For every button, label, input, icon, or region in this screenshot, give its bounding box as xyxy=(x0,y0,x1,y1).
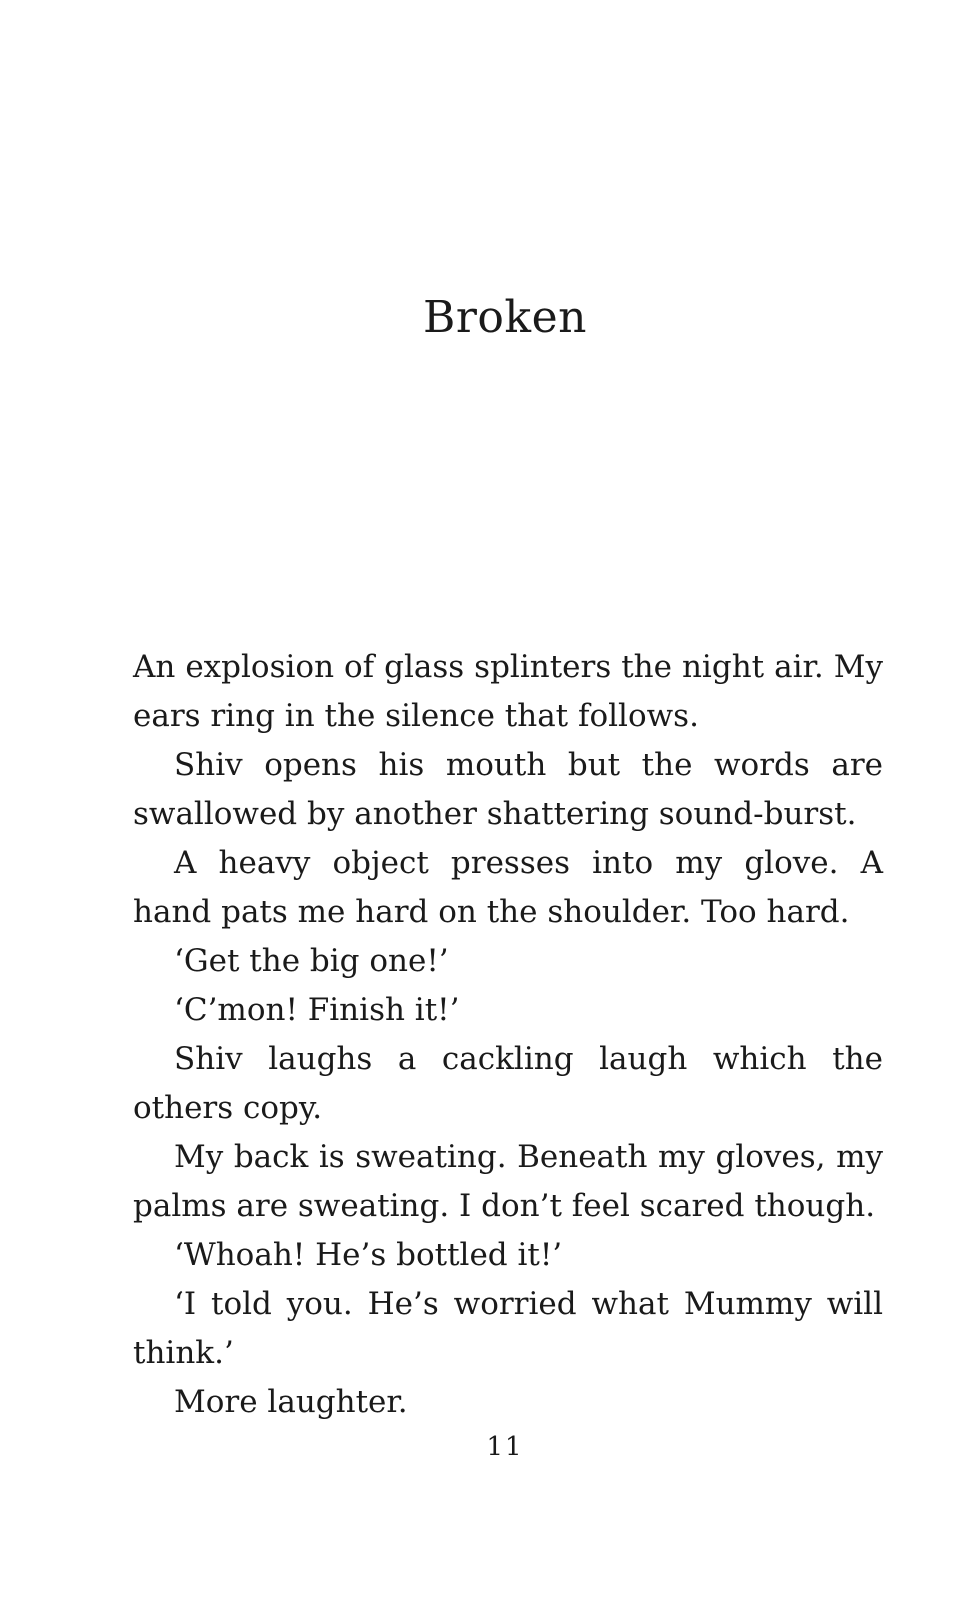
paragraph-8: ‘Whoah! He’s bottled it!’ xyxy=(174,1237,563,1273)
chapter-title: Broken xyxy=(423,292,587,343)
paragraph-3: A heavy object presses into my glove. A hand pats me hard on the shoulder. Too hard. xyxy=(133,845,883,930)
page-number: 11 xyxy=(486,1432,524,1462)
paragraph-6: Shiv laughs a cackling laugh which the others copy. xyxy=(133,1041,883,1126)
paragraph-4: ‘Get the big one!’ xyxy=(174,943,449,979)
paragraph-5: ‘C’mon! Finish it!’ xyxy=(174,992,460,1028)
paragraph-10: More laughter. xyxy=(174,1384,408,1420)
paragraph-2: Shiv opens his mouth but the words are swallowed by another shattering sound-burst. xyxy=(133,747,883,832)
paragraph-9: ‘I told you. He’s worried what Mummy will think.’ xyxy=(133,1286,883,1371)
chapter-body xyxy=(133,643,883,1427)
paragraph-1: An explosion of glass splinters the night air. My ears ring in the silence that follows. xyxy=(133,649,883,734)
paragraph-7: My back is sweating. Beneath my gloves, my palms are sweating. I don’t feel scared though. xyxy=(133,1139,883,1224)
